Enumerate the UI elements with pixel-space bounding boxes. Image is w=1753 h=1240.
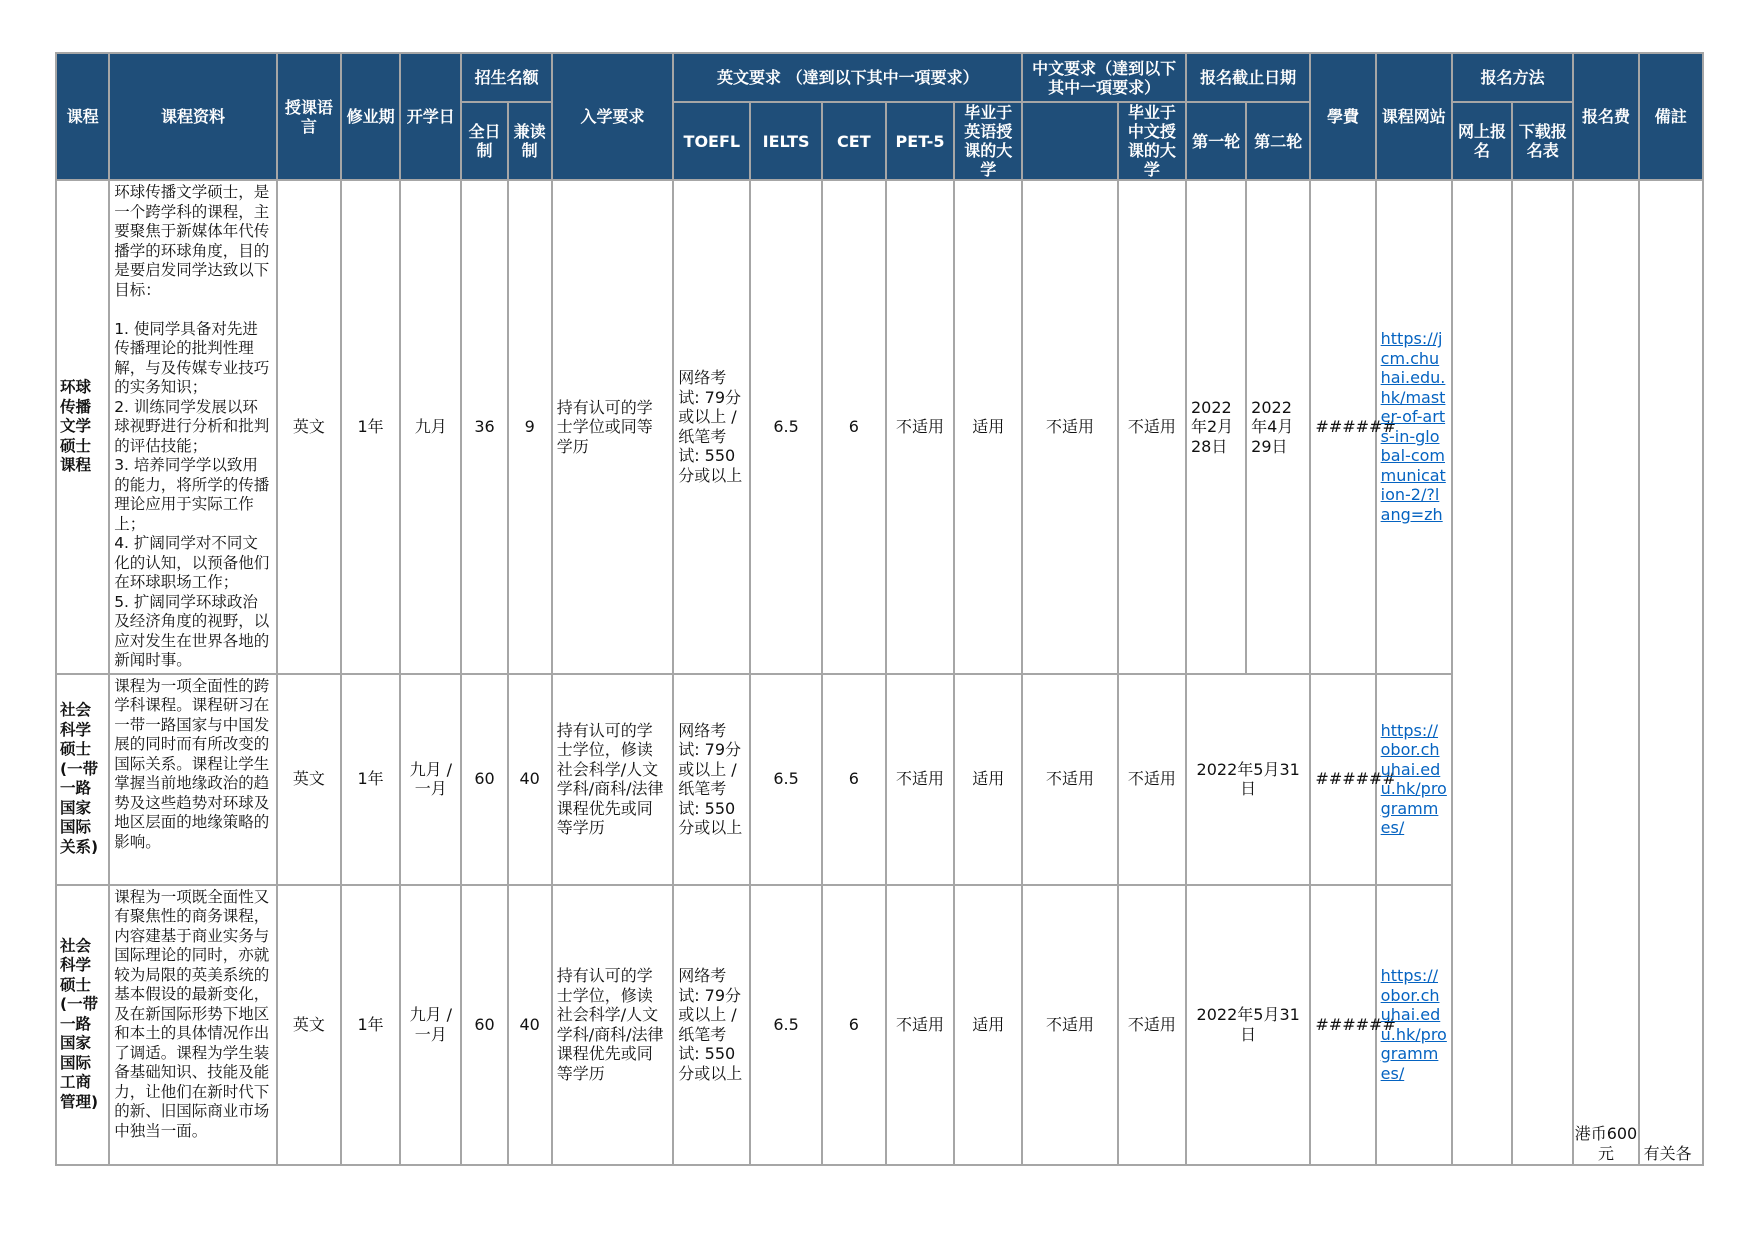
header-quota: 招生名额 bbox=[461, 53, 551, 102]
header-round1: 第一轮 bbox=[1186, 102, 1246, 180]
online-apply-cell bbox=[1452, 180, 1512, 1165]
deadline: 2022年5月31日 bbox=[1186, 674, 1310, 885]
quota-fulltime: 60 bbox=[461, 885, 507, 1165]
header-grad-english: 毕业于英语授课的大学 bbox=[954, 102, 1022, 180]
download-form-cell bbox=[1512, 180, 1573, 1165]
chinese-req: 不适用 bbox=[1022, 674, 1117, 885]
table-row bbox=[56, 180, 1703, 674]
header-round2: 第二轮 bbox=[1246, 102, 1310, 180]
header-toefl: TOEFL bbox=[673, 102, 750, 180]
admission-req: 持有认可的学士学位，修读社会科学/人文学科/商科/法律课程优先或同等学历 bbox=[552, 885, 673, 1165]
header-language: 授课语言 bbox=[277, 53, 341, 180]
grad-chinese-req: 不适用 bbox=[1118, 180, 1186, 674]
pet5-req: 不适用 bbox=[886, 674, 954, 885]
course-start: 九月 / 一月 bbox=[400, 885, 461, 1165]
toefl-req: 网络考试: 79分或以上 / 纸笔考试: 550分或以上 bbox=[673, 180, 750, 674]
ielts-req: 6.5 bbox=[750, 180, 821, 674]
header-apply-method: 报名方法 bbox=[1452, 53, 1573, 102]
ielts-req: 6.5 bbox=[750, 674, 821, 885]
course-website-link[interactable]: https://obor.chuhai.edu.hk/programmes/ bbox=[1380, 966, 1447, 1083]
header-remarks: 備註 bbox=[1639, 53, 1703, 180]
course-duration: 1年 bbox=[341, 885, 400, 1165]
course-start: 九月 / 一月 bbox=[400, 674, 461, 885]
header-english-req: 英文要求 （達到以下其中一項要求） bbox=[673, 53, 1022, 102]
header-app-fee: 报名费 bbox=[1573, 53, 1638, 180]
header-duration: 修业期 bbox=[341, 53, 400, 180]
deadline: 2022年5月31日 bbox=[1186, 885, 1310, 1165]
cet-req: 6 bbox=[822, 180, 886, 674]
app-fee-cell: 港币600元 bbox=[1573, 180, 1638, 1165]
header-fee: 學費 bbox=[1310, 53, 1375, 180]
remarks-cell: 有关各 bbox=[1639, 180, 1703, 1165]
course-name: 社会科学硕士(一带一路国家国际关系) bbox=[56, 674, 109, 885]
header-cet: CET bbox=[822, 102, 886, 180]
cet-req: 6 bbox=[822, 885, 886, 1165]
header-download: 下载报名表 bbox=[1512, 102, 1573, 180]
header-course-info: 课程资料 bbox=[109, 53, 277, 180]
deadline-round2: 2022年4月29日 bbox=[1246, 180, 1310, 674]
toefl-req: 网络考试: 79分或以上 / 纸笔考试: 550分或以上 bbox=[673, 674, 750, 885]
toefl-req: 网络考试: 79分或以上 / 纸笔考试: 550分或以上 bbox=[673, 885, 750, 1165]
header-deadline: 报名截止日期 bbox=[1186, 53, 1310, 102]
course-info: 课程为一项全面性的跨学科课程。课程研习在一带一路国家与中国发展的同时而有所改变的国际关系。课程让学生掌握当前地缘政治的趋势及这些趋势对环球及地区层面的地缘策略的影响。 bbox=[109, 674, 277, 885]
quota-parttime: 40 bbox=[508, 674, 552, 885]
course-duration: 1年 bbox=[341, 674, 400, 885]
header-pet5: PET-5 bbox=[886, 102, 954, 180]
quota-fulltime: 36 bbox=[461, 180, 507, 674]
course-info: 环球传播文学硕士，是一个跨学科的课程，主要聚焦于新媒体年代传播学的环球角度，目的是要启发同学达致以下目标： 1. 使同学具备对先进传播理论的批判性理解，与及传媒专业技巧的实务知识； 2. 训练同学发展以环球视野进行分析和批判的评估技能； 3. 培养同学学以致用的能力，将所学的传播理论应用于实际工作上； 4. 扩阔同学对不同文化的认知，以预备他们在环球职场工作； 5. 扩阔同学环球政治及经济角度的视野，以应对发生在世界各地的新闻时事。 bbox=[109, 180, 277, 674]
chinese-req: 不适用 bbox=[1022, 180, 1117, 674]
tuition-fee: ###### bbox=[1310, 885, 1375, 1165]
header-chinese-blank bbox=[1022, 102, 1117, 180]
header-course: 课程 bbox=[56, 53, 109, 180]
quota-parttime: 40 bbox=[508, 885, 552, 1165]
header-online: 网上报名 bbox=[1452, 102, 1512, 180]
ielts-req: 6.5 bbox=[750, 885, 821, 1165]
course-website-cell bbox=[1376, 674, 1452, 885]
header-website: 课程网站 bbox=[1376, 53, 1452, 180]
grad-chinese-req: 不适用 bbox=[1118, 674, 1186, 885]
course-website-cell bbox=[1376, 885, 1452, 1165]
tuition-fee: ###### bbox=[1310, 180, 1375, 674]
course-start: 九月 bbox=[400, 180, 461, 674]
pet5-req: 不适用 bbox=[886, 885, 954, 1165]
course-info: 课程为一项既全面性又有聚焦性的商务课程，内容建基于商业实务与国际理论的同时，亦就较为局限的英美系统的基本假设的最新变化，及在新国际形势下地区和本土的具体情况作出了调适。课程为学生装备基础知识、技能及能力，让他们在新时代下的新、旧国际商业市场中独当一面。 bbox=[109, 885, 277, 1165]
course-name: 社会科学硕士(一带一路国家国际工商管理) bbox=[56, 885, 109, 1165]
grad-chinese-req: 不适用 bbox=[1118, 885, 1186, 1165]
header-grad-chinese: 毕业于中文授课的大学 bbox=[1118, 102, 1186, 180]
course-language: 英文 bbox=[277, 674, 341, 885]
header-fulltime: 全日制 bbox=[461, 102, 507, 180]
quota-parttime: 9 bbox=[508, 180, 552, 674]
header-admission: 入学要求 bbox=[552, 53, 673, 180]
header-start: 开学日 bbox=[400, 53, 461, 180]
grad-english-req: 适用 bbox=[954, 180, 1022, 674]
tuition-fee: ###### bbox=[1310, 674, 1375, 885]
course-website-link[interactable]: https://jcm.chuhai.edu.hk/master-of-arts-in-global-communication-2/?lang=zh bbox=[1380, 329, 1446, 524]
header-parttime: 兼读制 bbox=[508, 102, 552, 180]
grad-english-req: 适用 bbox=[954, 885, 1022, 1165]
cet-req: 6 bbox=[822, 674, 886, 885]
course-name: 环球传播文学硕士课程 bbox=[56, 180, 109, 674]
programme-table bbox=[55, 52, 1704, 1166]
chinese-req: 不适用 bbox=[1022, 885, 1117, 1165]
course-website-cell bbox=[1376, 180, 1452, 674]
grad-english-req: 适用 bbox=[954, 674, 1022, 885]
header-ielts: IELTS bbox=[750, 102, 821, 180]
quota-fulltime: 60 bbox=[461, 674, 507, 885]
admission-req: 持有认可的学士学位，修读社会科学/人文学科/商科/法律课程优先或同等学历 bbox=[552, 674, 673, 885]
deadline-round1: 2022年2月28日 bbox=[1186, 180, 1246, 674]
course-language: 英文 bbox=[277, 885, 341, 1165]
course-language: 英文 bbox=[277, 180, 341, 674]
admission-req: 持有认可的学士学位或同等学历 bbox=[552, 180, 673, 674]
header-chinese-req: 中文要求（達到以下其中一項要求） bbox=[1022, 53, 1186, 102]
pet5-req: 不适用 bbox=[886, 180, 954, 674]
course-website-link[interactable]: https://obor.chuhai.edu.hk/programmes/ bbox=[1380, 720, 1447, 837]
course-duration: 1年 bbox=[341, 180, 400, 674]
